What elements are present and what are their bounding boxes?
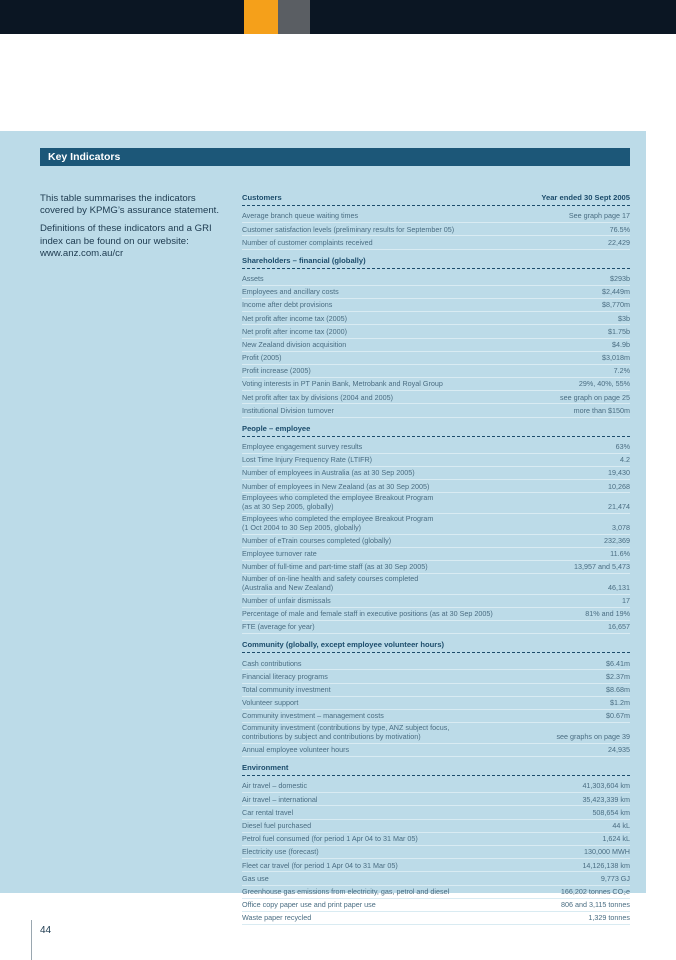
indicator-label: Number of unfair dismissals xyxy=(242,596,331,606)
indicator-value: $8.68m xyxy=(606,685,630,695)
indicator-label: Annual employee volunteer hours xyxy=(242,745,350,755)
table-row xyxy=(242,723,630,744)
indicator-value: 11.6% xyxy=(610,549,630,559)
indicator-value: $3b xyxy=(618,313,630,323)
indicator-value: 1,624 kL xyxy=(602,834,630,844)
indicator-value: 22,429 xyxy=(608,237,630,247)
table-row xyxy=(242,404,630,417)
indicator-label: Electricity use (forecast) xyxy=(242,847,319,857)
indicator-label: Net profit after income tax (2005) xyxy=(242,313,348,323)
indicator-value: See graph page 17 xyxy=(568,211,630,221)
indicator-label: Gas use xyxy=(242,873,269,883)
table-row xyxy=(242,548,630,561)
indicator-label: Employee engagement survey results xyxy=(242,442,363,452)
section-header xyxy=(242,637,630,653)
indicator-value: 14,126,138 km xyxy=(582,860,630,870)
table-row xyxy=(242,793,630,806)
table-row xyxy=(242,339,630,352)
intro-text xyxy=(40,193,220,260)
indicator-label: Voting interests in PT Panin Bank, Metrobank and Royal Group xyxy=(242,379,443,389)
indicator-label: Lost Time Injury Frequency Rate (LTIFR) xyxy=(242,455,373,465)
indicator-value: see graph on page 25 xyxy=(560,392,630,402)
indicator-value: 81% and 19% xyxy=(585,609,630,619)
indicator-label: Employees and ancillary costs xyxy=(242,287,339,297)
section-title: People – employee xyxy=(242,423,311,433)
indicator-value: 41,303,604 km xyxy=(582,781,630,791)
indicator-value: $1.75b xyxy=(608,326,630,336)
table-row xyxy=(242,561,630,574)
section-title: Environment xyxy=(242,763,289,772)
indicator-label: Number of customer complaints received xyxy=(242,237,373,247)
table-row xyxy=(242,899,630,912)
indicator-label: New Zealand division acquisition xyxy=(242,339,347,349)
indicator-value: 16,657 xyxy=(608,622,630,632)
indicator-label: Air travel – international xyxy=(242,794,318,804)
table-row xyxy=(242,441,630,454)
table-row xyxy=(242,391,630,404)
table-row xyxy=(242,670,630,683)
indicator-value: 76.5% xyxy=(609,224,630,234)
indicator-value: see graphs on page 39 xyxy=(556,732,630,742)
table-row xyxy=(242,365,630,378)
intro-paragraph-1: This table summarises the indicators covered by KPMG’s assurance statement. xyxy=(40,193,219,217)
section-header xyxy=(242,760,630,776)
indicator-label: Air travel – domestic xyxy=(242,781,308,791)
indicator-value: 508,654 km xyxy=(592,807,630,817)
table-row xyxy=(242,595,630,608)
table-row xyxy=(242,912,630,925)
indicator-value: 13,957 and 5,473 xyxy=(574,562,630,572)
indicator-label: Average branch queue waiting times xyxy=(242,211,359,221)
indicator-label: Customer satisfaction levels (preliminary results for September 05) xyxy=(242,224,455,234)
indicator-label: Number of on-line health and safety courses completed (Australia and New Zealand) xyxy=(242,574,419,592)
table-row xyxy=(242,684,630,697)
table-row xyxy=(242,273,630,286)
indicator-label: FTE (average for year) xyxy=(242,622,315,632)
table-row xyxy=(242,514,630,535)
indicator-label: Petrol fuel consumed (for period 1 Apr 04 to 31 Mar 05) xyxy=(242,834,418,844)
table-row xyxy=(242,286,630,299)
indicator-label: Net profit after income tax (2000) xyxy=(242,326,348,336)
indicator-value: 232,369 xyxy=(604,535,630,545)
indicator-label: Profit (2005) xyxy=(242,353,282,363)
section-header xyxy=(242,421,630,437)
intro-paragraph-2-text: Definitions of these indicators and a GRI index can be found on our website: xyxy=(40,223,212,247)
indicator-label: Number of full-time and part-time staff (as at 30 Sep 2005) xyxy=(242,562,428,572)
website-link[interactable]: www.anz.com.au/cr xyxy=(40,247,124,259)
indicator-value: $293b xyxy=(610,273,630,283)
indicator-label: Community investment (contributions by type, ANZ subject focus, contributions by subject and contributions by motivation) xyxy=(242,723,450,742)
indicator-label: Net profit after tax by divisions (2004 and 2005) xyxy=(242,392,394,402)
table-row xyxy=(242,608,630,621)
indicator-value: 7.2% xyxy=(613,366,630,376)
table-row xyxy=(242,312,630,325)
indicator-value: $8,770m xyxy=(602,300,630,310)
indicator-label: Employees who completed the employee Breakout Program (1 Oct 2004 to 30 Sep 2005, globally) xyxy=(242,513,434,532)
table-row xyxy=(242,859,630,872)
indicator-value: 44 kL xyxy=(612,820,630,830)
indicator-value: 19,430 xyxy=(608,468,630,478)
table-row xyxy=(242,820,630,833)
indicator-value: $2,449m xyxy=(602,287,630,297)
indicator-label: Profit increase (2005) xyxy=(242,366,311,376)
section-header xyxy=(242,253,630,269)
table-row xyxy=(242,697,630,710)
section-period: Year ended 30 Sept 2005 xyxy=(541,193,630,202)
indicator-label: Diesel fuel purchased xyxy=(242,820,312,830)
indicator-label: Number of employees in New Zealand (as at 30 Sep 2005) xyxy=(242,481,430,491)
table-row xyxy=(242,378,630,391)
table-row xyxy=(242,299,630,312)
page-title: Key Indicators xyxy=(40,148,630,166)
grey-tab-accent xyxy=(278,0,310,34)
indicator-value: 24,935 xyxy=(608,745,630,755)
indicator-value: 46,131 xyxy=(608,582,630,592)
indicator-value: 29%, 40%, 55% xyxy=(578,379,630,389)
table-row xyxy=(242,210,630,223)
indicator-label: Financial literacy programs xyxy=(242,671,328,681)
indicator-value: 130,000 MWH xyxy=(584,847,630,857)
indicator-value: 4.2 xyxy=(620,455,630,465)
indicator-label: Assets xyxy=(242,273,264,283)
indicator-label: Cash contributions xyxy=(242,658,302,668)
table-row xyxy=(242,657,630,670)
table-row xyxy=(242,886,630,899)
indicator-value: 1,329 tonnes xyxy=(588,913,630,923)
indicators-table xyxy=(242,190,630,928)
indicator-label: Greenhouse gas emissions from electricity, gas, petrol and diesel xyxy=(242,886,450,896)
section-gap xyxy=(242,925,630,928)
table-row xyxy=(242,846,630,859)
table-row xyxy=(242,493,630,514)
indicator-label: Employee turnover rate xyxy=(242,549,317,559)
indicator-label: Fleet car travel (for period 1 Apr 04 to 31 Mar 05) xyxy=(242,860,398,870)
section-title: Community (globally, except employee volunteer hours) xyxy=(242,640,444,650)
page-number: 44 xyxy=(40,925,52,936)
indicator-label: Number of employees in Australia (as at 30 Sep 2005) xyxy=(242,468,415,478)
table-row xyxy=(242,574,630,595)
page-number-rule xyxy=(31,920,32,960)
table-row xyxy=(242,325,630,338)
indicator-value: 63% xyxy=(615,442,630,452)
indicator-value: $6.41m xyxy=(606,658,630,668)
indicator-value: $0.67m xyxy=(606,711,630,721)
indicator-value: 9,773 GJ xyxy=(600,873,630,883)
indicator-label: Community investment – management costs xyxy=(242,711,384,721)
section-header xyxy=(242,190,630,206)
indicator-value: $2.37m xyxy=(606,671,630,681)
table-row xyxy=(242,710,630,723)
table-row xyxy=(242,236,630,249)
indicator-value: 10,268 xyxy=(608,481,630,491)
indicator-label: Income after debt provisions xyxy=(242,300,333,310)
indicator-value: 166,202 tonnes CO₂e xyxy=(560,886,630,896)
indicator-value: 35,423,339 km xyxy=(582,794,630,804)
indicator-label: Employees who completed the employee Breakout Program (as at 30 Sep 2005, globally) xyxy=(242,493,434,512)
indicator-value: 21,474 xyxy=(608,502,630,512)
indicator-label: Institutional Division turnover xyxy=(242,405,334,415)
section-title: Customers xyxy=(242,193,282,202)
table-row xyxy=(242,744,630,757)
top-banner xyxy=(0,0,676,34)
table-row xyxy=(242,872,630,885)
indicator-label: Total community investment xyxy=(242,685,331,695)
table-row xyxy=(242,780,630,793)
table-row xyxy=(242,352,630,365)
orange-tab-accent xyxy=(244,0,278,34)
table-row xyxy=(242,454,630,467)
indicator-label: Volunteer support xyxy=(242,698,299,708)
table-row xyxy=(242,806,630,819)
indicator-value: $4.9b xyxy=(612,339,630,349)
indicator-label: Percentage of male and female staff in executive positions (as at 30 Sep 2005) xyxy=(242,609,493,619)
indicator-label: Number of eTrain courses completed (globally) xyxy=(242,535,392,545)
indicator-value: 806 and 3,115 tonnes xyxy=(560,900,630,910)
indicator-value: $3,018m xyxy=(602,353,630,363)
table-row xyxy=(242,621,630,634)
indicator-label: Car rental travel xyxy=(242,807,294,817)
indicator-value: 3,078 xyxy=(612,522,630,532)
indicator-value: 17 xyxy=(622,596,630,606)
indicator-label: Waste paper recycled xyxy=(242,913,312,923)
table-row xyxy=(242,480,630,493)
table-row xyxy=(242,833,630,846)
indicator-value: $1.2m xyxy=(610,698,630,708)
table-row xyxy=(242,223,630,236)
indicator-label: Office copy paper use and print paper use xyxy=(242,900,376,910)
indicator-value: more than $150m xyxy=(573,405,630,415)
section-title: Shareholders – financial (globally) xyxy=(242,255,366,265)
table-row xyxy=(242,535,630,548)
table-row xyxy=(242,467,630,480)
intro-paragraph-2 xyxy=(40,223,220,247)
